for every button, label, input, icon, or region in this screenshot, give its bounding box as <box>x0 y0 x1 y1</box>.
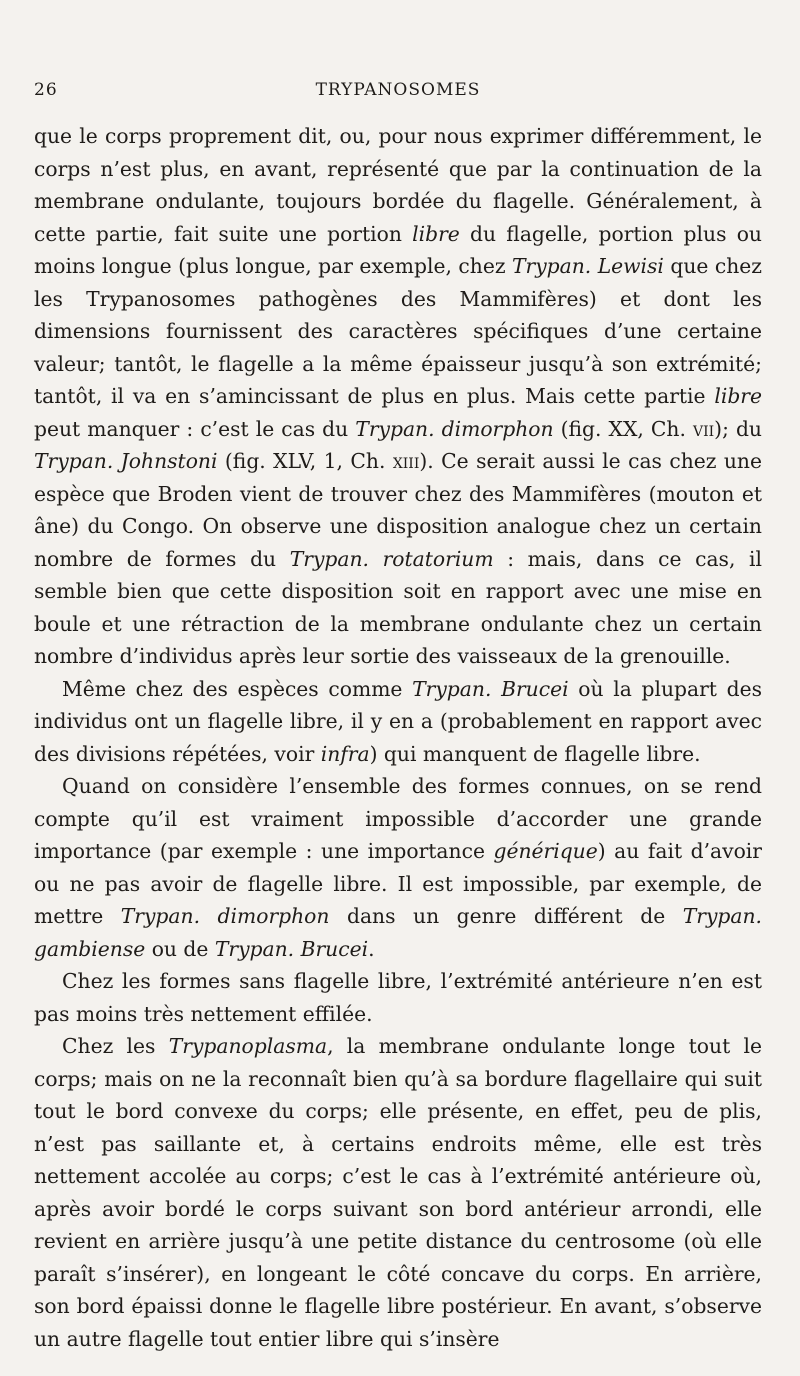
text-run: que chez les Trypanosomes pathogènes des Mammifères) et dont les dimensions fournissent des caractères spécifiques d’une certaine valeur; tantôt, le flagelle a la même épaisseur jusqu’à son extrémité; tantôt, il va en s’amincissant de plus en plus. Mais cette partie <box>34 254 762 408</box>
italic-text: générique <box>493 839 598 863</box>
running-title: TRYPANOSOMES <box>315 80 481 100</box>
small-caps-text: vii <box>692 416 715 441</box>
italic-text: Trypan. rotatorium <box>289 546 494 571</box>
text-run: ); du <box>714 416 762 441</box>
text-run: , la membrane ondulante longe tout le corps; mais on ne la reconnaît bien qu’à sa bordure flagellaire qui suit tout le bord convexe du corps; elle présente, en effet, peu de plis, n’est pas saillante et, à certains endroits même, elle est très nettement accolée au corps; c’est le cas à l’extrémité antérieure où, après avoir bordé le corps suivant son bord antérieur arrondi, elle revient en arrière jusqu’à une petite distance du centrosome (où elle paraît s’insérer), en longeant le côté concave du corps. En arrière, son bord épaissi donne le flagelle libre postérieur. En avant, s’observe un autre flagelle tout entier libre qui s’insère <box>34 1034 762 1351</box>
text-run: Même chez des espèces comme <box>62 676 413 701</box>
body-text <box>34 120 762 1355</box>
italic-text: Trypanoplasma <box>168 1034 328 1058</box>
page-number: 26 <box>34 80 58 100</box>
paragraph <box>34 1030 762 1355</box>
paragraph <box>34 120 762 673</box>
italic-text: Trypan. gambiense <box>34 904 762 961</box>
text-run: que le corps proprement dit, ou, pour nous exprimer différemment, le corps n’est plus, en avant, représenté que par la continuation de la membrane ondulante, toujours bordée du flagelle. Généralement, à cette partie, fait suite une portion <box>34 124 762 246</box>
italic-text: Trypan. Johnstoni <box>34 449 218 473</box>
text-run: : mais, dans ce cas, il semble bien que cette disposition soit en rapport avec une mise en boule et une rétraction de la membrane ondulante chez un certain nombre d’individus après leur sortie des vaisseaux de la grenouille. <box>34 546 762 668</box>
italic-text: libre <box>412 221 460 246</box>
italic-text: infra <box>320 741 370 766</box>
paragraph <box>34 965 762 1030</box>
italic-text: Trypan. Lewisi <box>511 254 664 278</box>
text-run: (fig. XLV, 1, Ch. <box>217 449 393 473</box>
italic-text: Trypan. Brucei <box>214 936 369 961</box>
italic-text: libre <box>714 384 762 408</box>
text-run: ) au fait d’avoir ou ne pas avoir de flagelle libre. Il est impossible, par exemple, de mettre <box>34 839 762 928</box>
small-caps-text: xiii <box>392 449 420 473</box>
text-run: ). Ce serait aussi le cas chez une espèce que Broden vient de trouver chez des Mammifères (mouton et âne) du Congo. On observe une disposition analogue chez un certain nombre de formes du <box>34 449 762 571</box>
italic-text: Trypan. dimorphon <box>355 416 554 441</box>
text-run: . <box>368 936 375 961</box>
text-run: (fig. XX, Ch. <box>553 416 693 441</box>
text-run: ou de <box>145 936 215 961</box>
text-run: peut manquer : c’est le cas du <box>34 416 356 441</box>
running-head <box>34 80 762 120</box>
text-run: Chez les <box>62 1034 169 1058</box>
text-run: dans un genre différent de <box>329 904 683 928</box>
italic-text: Trypan. dimorphon <box>120 904 330 928</box>
text-run: du flagelle, portion plus ou moins longue (plus longue, par exemple, chez <box>34 221 762 278</box>
paragraph <box>34 770 762 965</box>
text-run: où la plupart des individus ont un flagelle libre, il y en a (probablement en rapport avec des divisions répétées, voir <box>34 676 763 766</box>
italic-text: Trypan. Brucei <box>412 676 569 701</box>
text-run: Chez les formes sans flagelle libre, l’extrémité antérieure n’en est pas moins très nettement effilée. <box>34 969 762 1026</box>
paragraph <box>34 673 762 771</box>
text-run: Quand on considère l’ensemble des formes connues, on se rend compte qu’il est vraiment impossible d’accorder une grande importance (par exemple : une importance <box>34 774 762 863</box>
text-run: ) qui manquent de flagelle libre. <box>369 741 701 766</box>
